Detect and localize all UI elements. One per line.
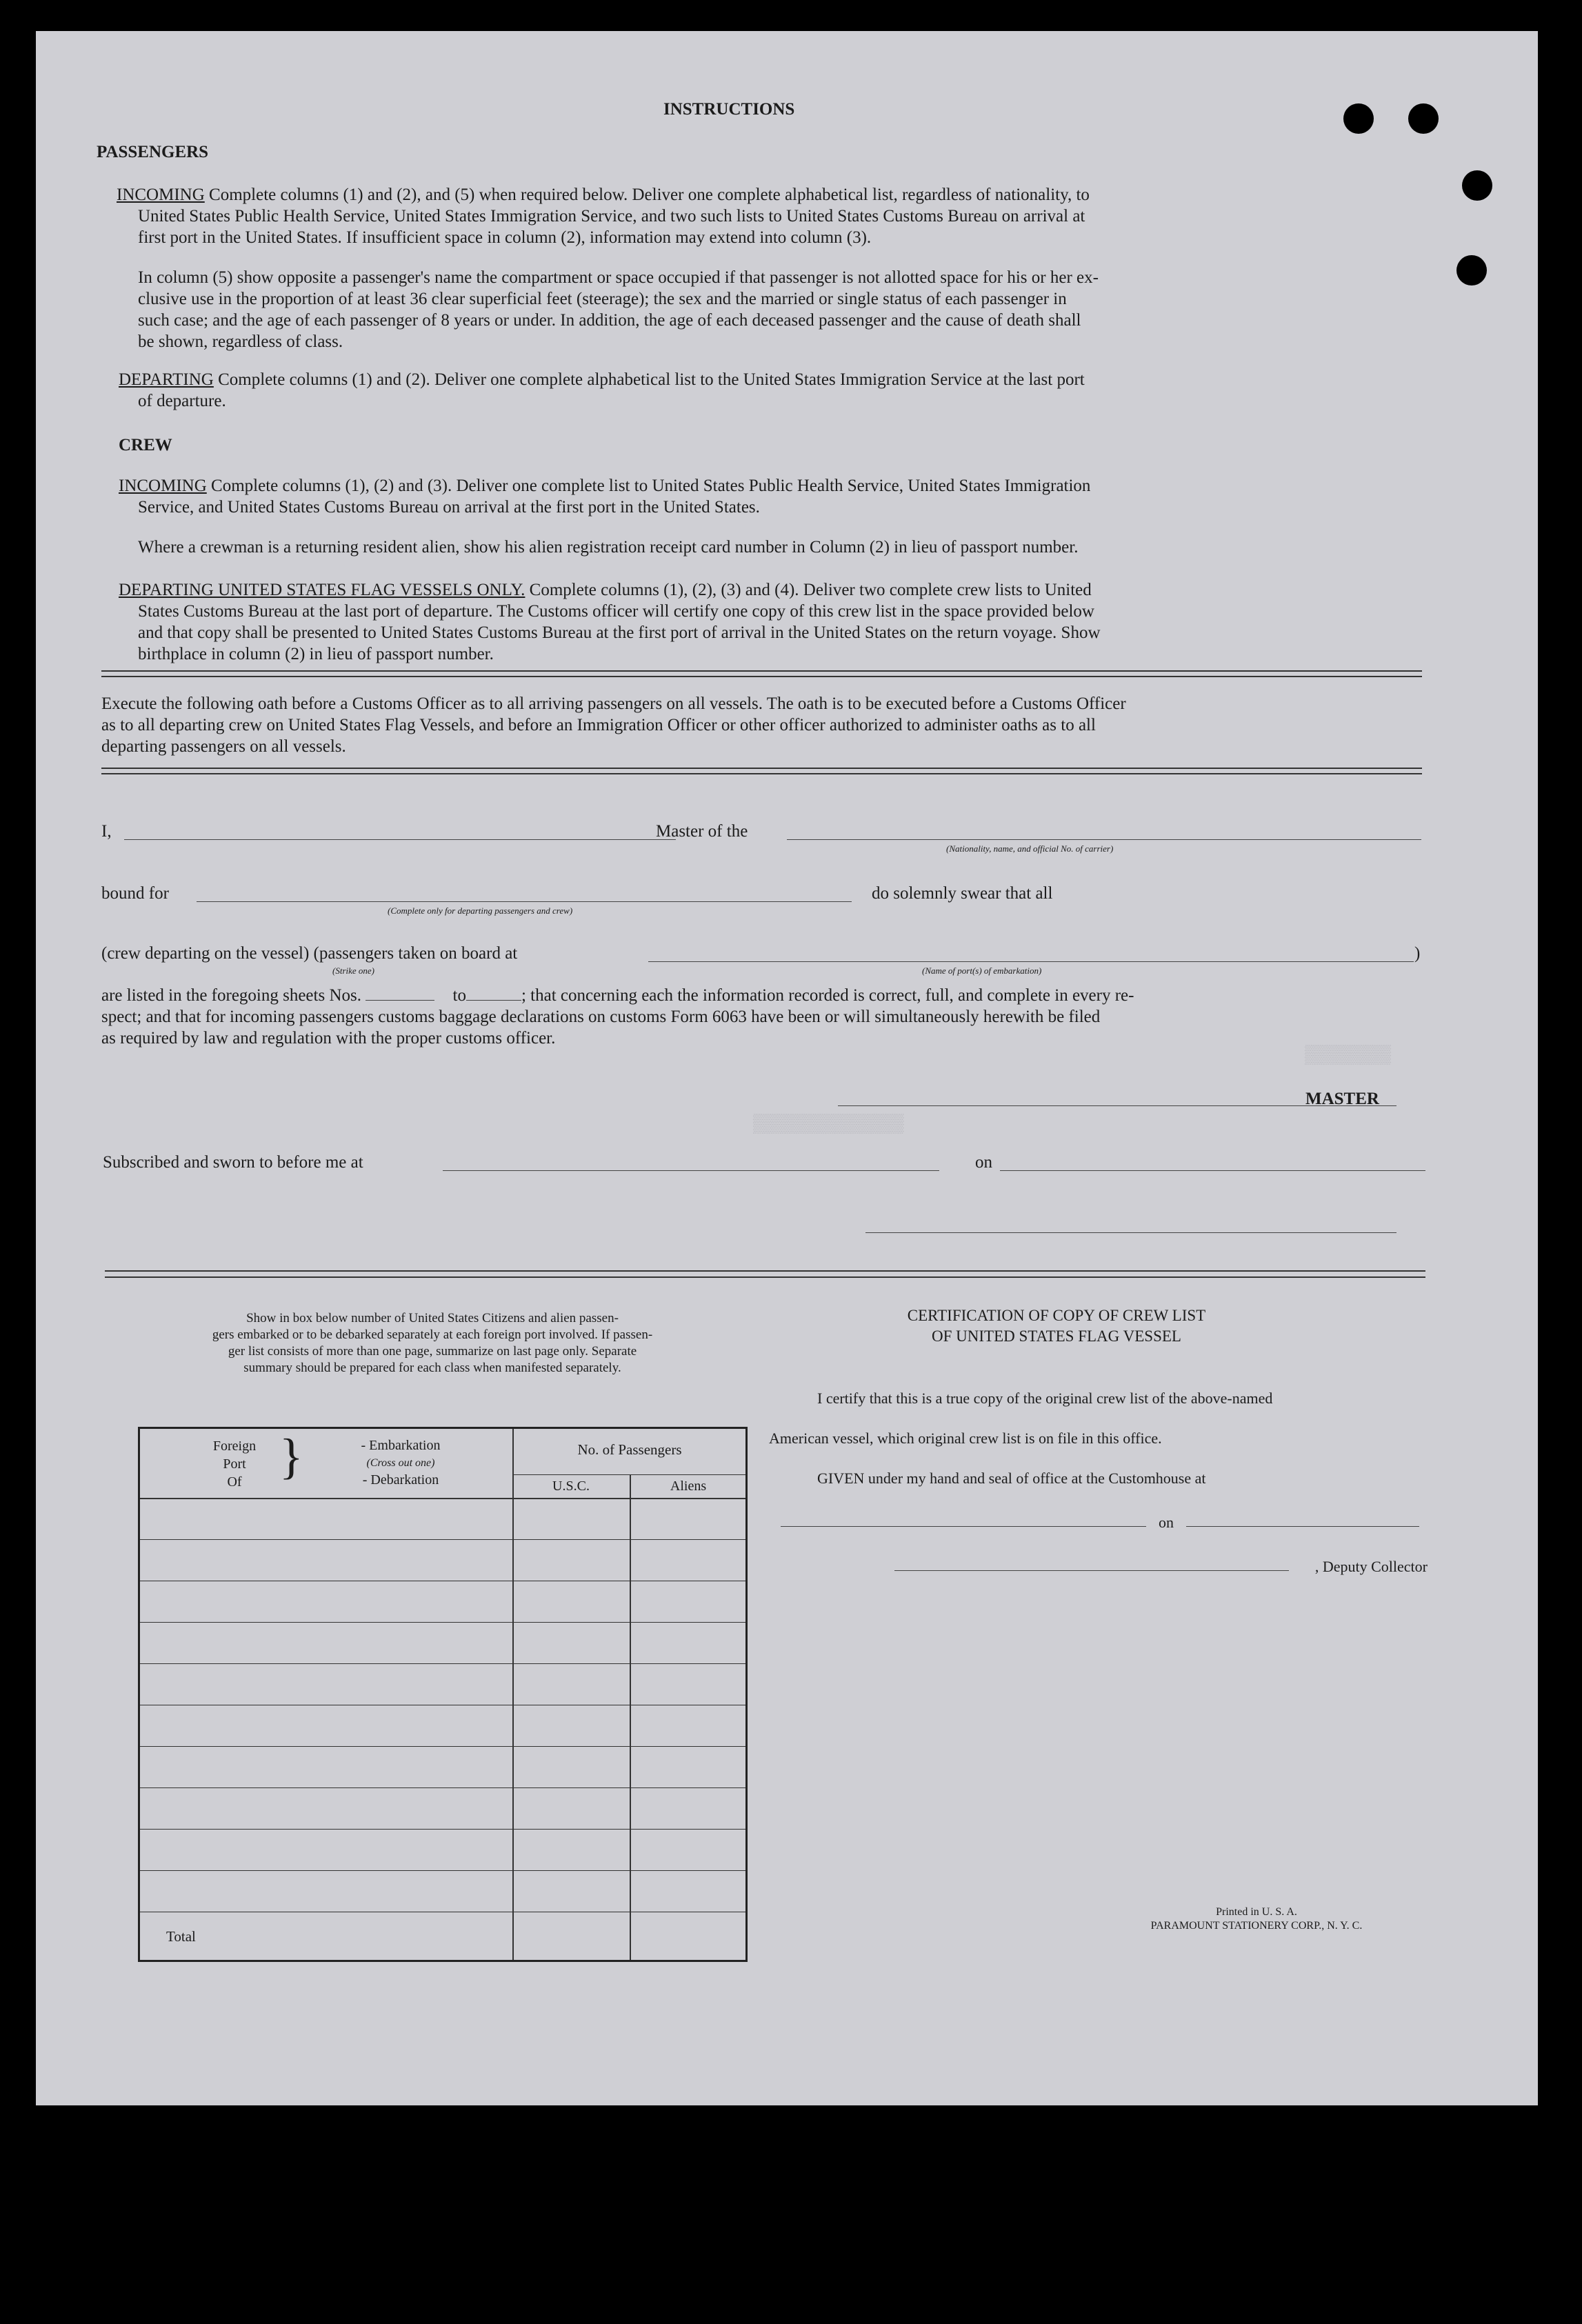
summary-note-line1: Show in box below number of United States Citizens and alien passen- [246,1311,619,1325]
solemnly-label: do solemnly swear that all [872,884,1053,903]
passengers-departing-line2: of departure. [138,392,226,410]
strike-one-caption: (Strike one) [332,965,375,976]
master-of-the-label: Master of the [656,822,748,841]
officer-signature-field[interactable] [865,1232,1396,1233]
table-row-line [140,1870,745,1871]
table-header-bottom [140,1498,745,1499]
summary-note-line2: gers embarked or to be debarked separately at each foreign port involved. If passen- [212,1328,653,1342]
debarkation-label: - Debarkation [362,1472,439,1487]
table-row-line [140,1663,745,1664]
divider [105,1270,1425,1272]
cross-out-label: (Cross out one) [366,1457,435,1469]
certify-line1: I certify that this is a true copy of the original crew list of the above-named [817,1390,1273,1407]
of-label: Of [227,1474,242,1490]
crew-incoming-line1 [119,475,1408,497]
incoming-text: Complete columns (1) and (2), and (5) when required below. Deliver one complete alphabetical list, regardless of nationality, to [209,186,1090,204]
deputy-collector-label: , Deputy Collector [1314,1558,1428,1575]
summary-note-line3: ger list consists of more than one page, summarize on last page only. Separate [228,1344,637,1359]
divider [101,773,1422,774]
printer-imprint [1084,1905,1429,1933]
crew-departing-line4: birthplace in column (2) in lieu of passport number. [138,645,494,663]
table-row-line [140,1746,745,1747]
embarkation-label: - Embarkation [361,1438,441,1453]
sworn-date-field[interactable] [1000,1170,1425,1171]
sworn-on-label: on [975,1153,992,1172]
ports-caption: (Name of port(s) of embarkation) [922,965,1042,976]
crew-departing-label: (crew departing on the vessel) (passengers taken on board at [101,944,518,963]
departing-label: DEPARTING UNITED STATES FLAG VESSELS ONLY. [119,581,525,599]
table-header-divider [512,1474,745,1475]
divider [101,676,1422,677]
bound-for-label: bound for [101,884,169,903]
sheet-to-field[interactable] [466,988,521,1001]
table-col-divider [512,1429,514,1960]
col5-line2: clusive use in the proportion of at least 36 clear superficial feet (steerage); the sex and the married or single status of each passenger in [138,290,1067,308]
printer-line1: Printed in U. S. A. [1216,1906,1297,1918]
master-name-field[interactable] [124,839,676,840]
bound-for-field[interactable] [197,901,852,902]
listed-to: to [452,986,466,1005]
usc-header: U.S.C. [552,1479,590,1494]
port-label: Port [223,1456,246,1472]
page-title: INSTRUCTIONS [663,100,795,119]
bleed-through-mark: ▒▒▒▒▒▒▒▒ [1305,1045,1391,1065]
departing-text: Complete columns (1) and (2). Deliver one complete alphabetical list to the United States Immigration Service at the last port [218,370,1085,389]
certification-title [794,1305,1319,1347]
passengers-incoming-line1 [117,184,1399,206]
passengers-heading: PASSENGERS [97,143,209,161]
divider [101,670,1422,672]
crew-departing-line2: States Customs Bureau at the last port of departure. The Customs officer will certify one copy of this crew list in the space provided below [138,602,1094,621]
certification-title-line2: OF UNITED STATES FLAG VESSEL [932,1328,1181,1345]
passenger-summary-table [138,1427,748,1962]
subscribed-label: Subscribed and sworn to before me at [103,1153,363,1172]
oath-intro-line1: Execute the following oath before a Customs Officer as to all arriving passengers on all vessels. The oath is to be executed before a Customs Officer [101,694,1126,713]
table-row-line [140,1829,745,1830]
table-row-line [140,1539,745,1540]
passengers-incoming-line3: first port in the United States. If insufficient space in column (2), information may extend into column (3). [138,228,872,247]
oath-intro-line3: departing passengers on all vessels. [101,737,346,756]
binder-hole [1462,170,1492,201]
cert-on-label: on [1159,1514,1174,1531]
sworn-place-field[interactable] [443,1170,939,1171]
table-col-divider [630,1474,631,1960]
divider [101,768,1422,769]
binder-hole [1408,103,1439,134]
brace-icon: } [279,1429,303,1484]
total-label: Total [166,1928,196,1945]
summary-note-line4: summary should be prepared for each class when manifested separately. [243,1361,621,1375]
embark-debark-label [325,1437,477,1489]
incoming-label: INCOMING [119,477,207,495]
listed-line1 [101,985,1425,1006]
summary-note [101,1310,763,1376]
close-paren: ) [1414,944,1421,963]
no-passengers-header: No. of Passengers [577,1441,682,1458]
incoming-text: Complete columns (1), (2) and (3). Deliver one complete list to United States Public Health Service, United States Immigration [211,477,1091,495]
col5-line1: In column (5) show opposite a passenger's name the compartment or space occupied if that passenger is not allotted space for his or her ex- [138,268,1099,287]
form-page [36,31,1538,2105]
crew-resident-note: Where a crewman is a returning resident alien, show his alien registration receipt card number in Column (2) in lieu of passport number. [138,538,1079,557]
crew-departing-line1 [119,579,1415,601]
table-row-line [140,1622,745,1623]
carrier-caption: (Nationality, name, and official No. of carrier) [946,843,1114,854]
passengers-departing-line1 [119,369,1401,390]
bleed-through-mark: ▒▒▒▒▒▒▒▒▒▒▒▒▒▒ [753,1114,904,1134]
table-row-line [140,1787,745,1788]
customhouse-field[interactable] [781,1526,1146,1527]
passengers-incoming-line2: United States Public Health Service, United States Immigration Service, and two such lists to United States Customs Bureau on arrival at [138,207,1085,226]
binder-hole [1456,255,1487,286]
oath-line2: spect; and that for incoming passengers customs baggage declarations on customs Form 6063 have been or will simultaneously herewith be filed [101,1008,1101,1026]
foreign-port-of-label [203,1437,266,1491]
crew-incoming-line2: Service, and United States Customs Bureau on arrival at the first port in the United States. [138,498,760,517]
aliens-header: Aliens [670,1479,707,1494]
deputy-signature-field[interactable] [894,1570,1289,1571]
oath-intro-line2: as to all departing crew on United States Flag Vessels, and before an Immigration Officer or other officer authorized to administer oaths as to all [101,716,1096,734]
bound-caption: (Complete only for departing passengers and crew) [388,905,573,916]
listed-text-a: are listed in the foregoing sheets Nos. [101,986,361,1005]
crew-departing-line3: and that copy shall be presented to United States Customs Bureau at the first port of arrival in the United States on the return voyage. Show [138,623,1101,642]
incoming-label: INCOMING [117,186,205,204]
divider [105,1276,1425,1278]
departing-text: Complete columns (1), (2), (3) and (4). Deliver two complete crew lists to United [529,581,1092,599]
col5-line4: be shown, regardless of class. [138,332,343,351]
certify-line2: American vessel, which original crew list is on file in this office. [769,1430,1162,1447]
col5-line3: such case; and the age of each passenger of 8 years or under. In addition, the age of each deceased passenger and the cause of death shall [138,311,1081,330]
listed-text-b: ; that concerning each the information recorded is correct, full, and complete in every re- [521,986,1134,1005]
crew-heading: CREW [119,436,172,454]
cert-date-field[interactable] [1186,1526,1419,1527]
foreign-label: Foreign [212,1439,257,1454]
oath-line3: as required by law and regulation with the proper customs officer. [101,1029,556,1048]
printer-line2: PARAMOUNT STATIONERY CORP., N. Y. C. [1150,1920,1363,1932]
departing-label: DEPARTING [119,370,214,389]
master-label: MASTER [1305,1090,1379,1108]
sheet-from-field[interactable] [366,988,434,1001]
given-line: GIVEN under my hand and seal of office at the Customhouse at [817,1470,1206,1487]
binder-hole [1343,103,1374,134]
oath-i-label: I, [101,822,112,841]
carrier-field[interactable] [787,839,1421,840]
certification-title-line1: CERTIFICATION OF COPY OF CREW LIST [907,1307,1206,1324]
embarkation-port-field[interactable] [648,961,1414,962]
